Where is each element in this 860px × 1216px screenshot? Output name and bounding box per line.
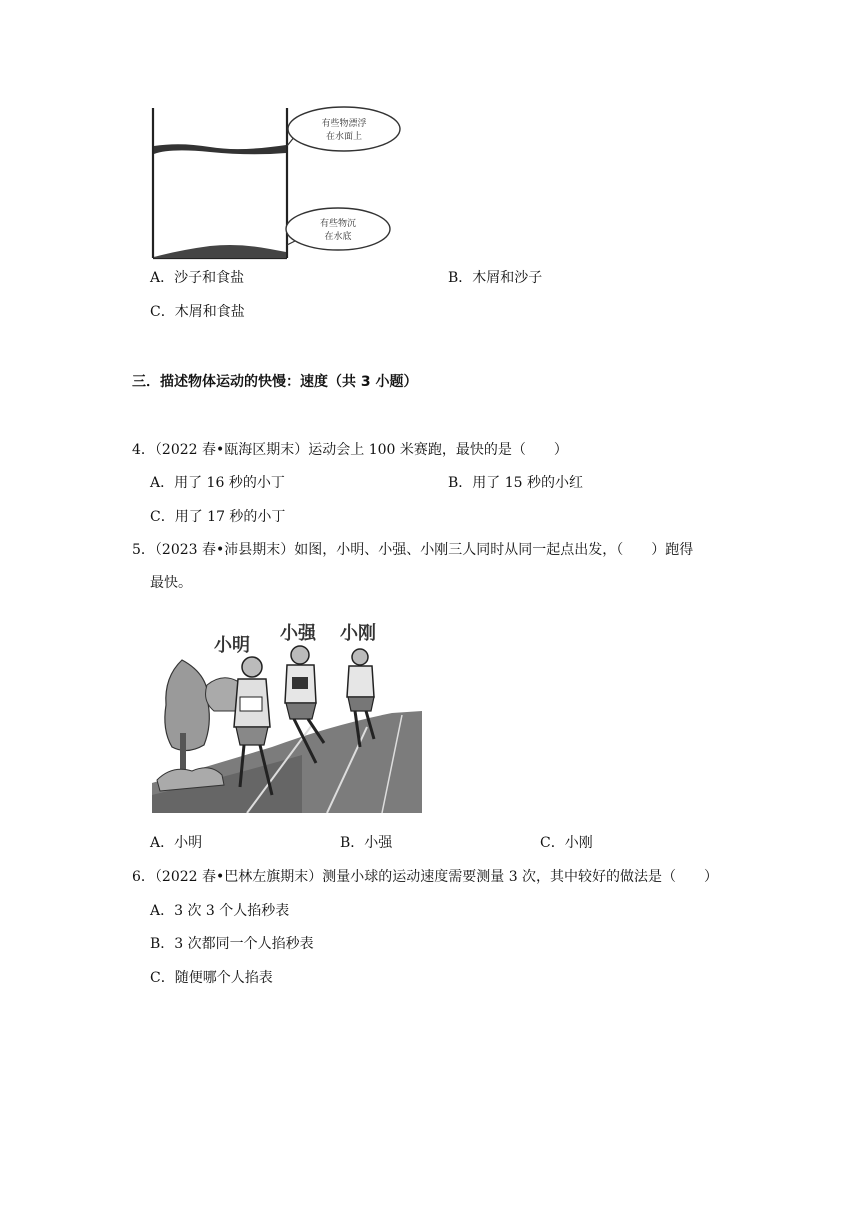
- sediment-layer: [154, 245, 286, 258]
- q3-option-a: A．沙子和食盐: [150, 270, 245, 286]
- q3-option-c: C．木屑和食盐: [150, 304, 245, 320]
- q4-stem: 4．（2022 春•瓯海区期末）运动会上 100 米赛跑，最快的是（ ）: [132, 442, 568, 458]
- section-3-heading: 三．描述物体运动的快慢：速度（共 3 小题）: [132, 374, 418, 390]
- float-callout-line2: 在水面上: [325, 132, 363, 142]
- q6-option-b: B．3 次都同一个人掐秒表: [150, 936, 314, 952]
- float-callout: [287, 107, 400, 151]
- q5-stem-line2: 最快。: [150, 575, 192, 591]
- runner-name-xiaoqiang: 小强: [280, 623, 316, 644]
- q6-option-c: C．随便哪个人掐表: [150, 970, 273, 986]
- runner-name-xiaoming: 小明: [214, 635, 250, 656]
- q5-option-a: A．小明: [150, 835, 203, 851]
- q5-option-b: B．小强: [340, 835, 393, 851]
- tree: [165, 660, 209, 773]
- beaker: [153, 108, 287, 258]
- q5-option-c: C．小刚: [540, 835, 593, 851]
- q3-option-b: B．木屑和沙子: [448, 270, 543, 286]
- q4-option-a: A．用了 16 秒的小丁: [150, 475, 285, 491]
- runner-name-xiaogang: 小刚: [340, 623, 376, 644]
- q4-option-c: C．用了 17 秒的小丁: [150, 509, 286, 525]
- float-callout-line1: 有些物漂浮: [321, 119, 367, 129]
- q4-option-b: B．用了 15 秒的小红: [448, 475, 584, 491]
- q6-stem: 6．（2022 春•巴林左旗期末）测量小球的运动速度需要测量 3 次，其中较好的做法是（ ）: [132, 869, 719, 885]
- floating-layer: [154, 144, 286, 154]
- q5-stem-line1: 5．（2023 春•沛县期末）如图，小明、小强、小刚三人同时从同一起点出发，（ ）跑得: [132, 542, 694, 558]
- sink-callout: [286, 208, 390, 250]
- runners-figure: [152, 615, 424, 813]
- beaker-figure: [140, 100, 420, 262]
- sink-callout-line1: 有些物沉: [319, 219, 357, 229]
- sink-callout-line2: 在水底: [324, 232, 352, 242]
- q6-option-a: A．3 次 3 个人掐秒表: [150, 903, 290, 919]
